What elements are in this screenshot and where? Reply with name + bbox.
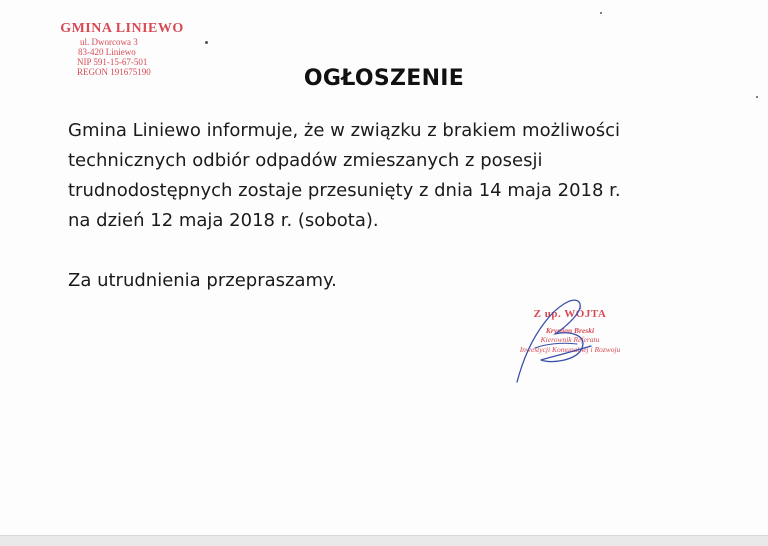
letterhead-street: ul. Dworcowa 3 — [80, 37, 138, 47]
signature-stamp-title: Z up. WÓJTA — [533, 308, 607, 320]
signature-stamp-department: Inwestycji Komunalnej i Rozwoju — [519, 344, 621, 354]
paragraph-line: technicznych odbiór odpadów zmieszanych z posesji — [68, 150, 543, 171]
signature-stamp-name: Krystian Breski — [545, 326, 595, 335]
scan-edge — [0, 535, 768, 546]
paragraph-line: na dzień 12 maja 2018 r. (sobota). — [68, 210, 379, 231]
scan-speck — [756, 96, 758, 98]
scan-speck — [205, 41, 208, 44]
announcement-paragraph — [68, 116, 728, 236]
scan-speck — [600, 12, 602, 14]
announcement-body — [68, 116, 728, 291]
letterhead-nip: NIP 591-15-67-501 — [77, 57, 148, 67]
paragraph-line: Gmina Liniewo informuje, że w związku z brakiem możliwości — [68, 120, 621, 141]
letterhead-regon: REGON 191675190 — [77, 67, 151, 77]
letterhead-name: GMINA LINIEWO — [60, 21, 184, 36]
page-title: OGŁOSZENIE — [303, 66, 465, 91]
handwritten-signature — [505, 290, 615, 390]
signature-stamp-position: Kierownik Referatu — [540, 335, 600, 345]
closing-sentence: Za utrudnienia przepraszamy. — [68, 270, 337, 291]
letterhead-city: 83-420 Liniewo — [78, 47, 136, 57]
paragraph-line: trudnodostępnych zostaje przesunięty z dnia 14 maja 2018 r. — [68, 180, 621, 201]
